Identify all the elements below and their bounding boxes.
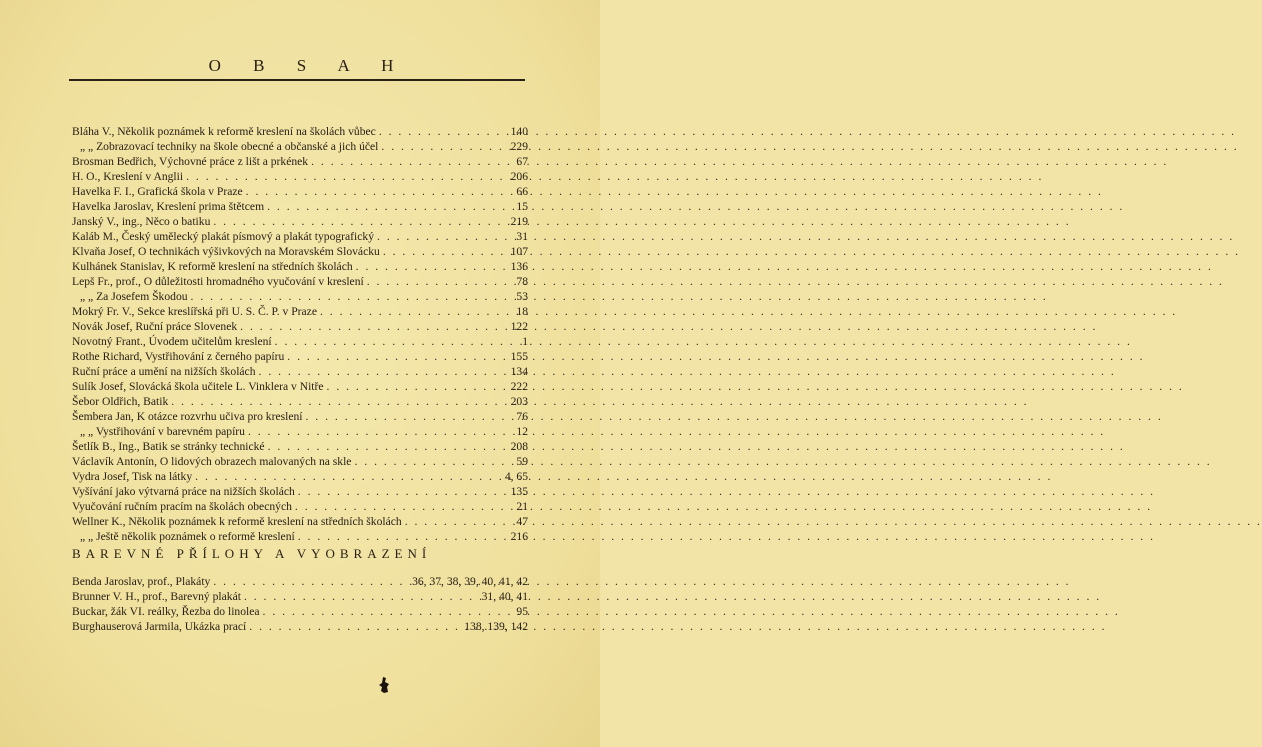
entry-title: Šembera Jan, K otázce rozvrhu učiva pro kreslení [72, 410, 303, 423]
entry-title: Ruční práce a umění na nižších školách [72, 365, 256, 378]
contents-entry [72, 454, 528, 469]
entry-title: Šetlík B., Ing., Batik se stránky technické [72, 440, 265, 453]
plates-entry [72, 589, 528, 604]
dot-leader [383, 244, 508, 259]
entry-title: Václavík Antonín, O lidových obrazech malovaných na skle [72, 455, 352, 468]
contents-entry [72, 424, 528, 439]
contents-entry [72, 274, 528, 289]
page-number: 4, 65 [504, 470, 528, 483]
dot-leader [405, 514, 514, 529]
entry-title: Vydra Josef, Tisk na látky [72, 470, 193, 483]
page-number: 18 [516, 305, 528, 318]
contents-entry [72, 289, 528, 304]
entry-title: Kaláb M., Český umělecký plakát písmový a plakát typografický [72, 230, 375, 243]
document-page [0, 0, 600, 747]
contents-entry [72, 244, 528, 259]
dot-leader [240, 319, 507, 334]
dot-leader [186, 169, 508, 184]
entry-title: Lepš Fr., prof., O důležitosti hromadného vyučování v kreslení [72, 275, 364, 288]
dot-leader [249, 619, 461, 634]
entry-title: Buckar, žák VI. reálky, Řezba do linolea [72, 605, 260, 618]
dot-leader [298, 529, 508, 544]
dot-leader [244, 589, 479, 604]
dot-leader [311, 154, 513, 169]
dot-leader [213, 574, 409, 589]
contents-entry [72, 184, 528, 199]
title-rule [69, 79, 525, 81]
page-number: 21 [516, 500, 528, 513]
entry-title: Brosman Bedřich, Výchovné práce z lišt a prkének [72, 155, 309, 168]
contents-entry [72, 319, 528, 334]
dot-leader [263, 604, 514, 619]
contents-entry [72, 229, 528, 244]
dot-leader [287, 349, 507, 364]
dot-leader [295, 499, 514, 514]
contents-entry [72, 379, 528, 394]
entry-title: Novotný Frant., Úvodem učitelům kreslení [72, 335, 272, 348]
contents-entry [72, 124, 528, 139]
contents-entry [72, 499, 528, 514]
page-number: 95 [516, 605, 528, 618]
page-number: 219 [510, 215, 528, 228]
page-number: 206 [510, 170, 528, 183]
contents-entry [72, 334, 528, 349]
entry-title: Rothe Richard, Vystřihování z černého papíru [72, 350, 285, 363]
contents-entry [72, 439, 528, 454]
entry-title: Vyučování ručním pracím na školách obecných [72, 500, 292, 513]
page-number: 76 [516, 410, 528, 423]
dot-leader [306, 409, 514, 424]
page-number: 216 [510, 530, 528, 543]
entry-title: Burghauserová Jarmila, Ukázka prací [72, 620, 247, 633]
contents-entry [72, 199, 528, 214]
page-number: 136 [510, 260, 528, 273]
contents-entry [72, 529, 528, 544]
dot-leader [195, 469, 502, 484]
page-number: 138, 139, 142 [464, 620, 528, 633]
entry-title: „ „ Zobrazovací techniky na škole obecné a občanské a jich účel [80, 140, 379, 153]
page-number: 31, 40, 41 [481, 590, 528, 603]
page-title: O B S A H [208, 56, 408, 75]
page-number: 78 [516, 275, 528, 288]
entry-title: Sulík Josef, Slovácká škola učitele L. Vinklera v Nitře [72, 380, 324, 393]
page-number: 12 [516, 425, 528, 438]
page-number: 229 [510, 140, 528, 153]
contents-entry [72, 469, 528, 484]
page-number: 15 [516, 200, 528, 213]
plates-entry [72, 619, 528, 634]
entry-title: Šebor Oldřich, Batik [72, 395, 169, 408]
page-number: 59 [516, 455, 528, 468]
ink-blot-mark [377, 676, 391, 694]
contents-entry [72, 304, 528, 319]
entry-title: H. O., Kreslení v Anglii [72, 170, 184, 183]
page-number: 107 [510, 245, 528, 258]
contents-entry [72, 394, 528, 409]
contents-entry [72, 484, 528, 499]
contents-entry [72, 349, 528, 364]
page-number: 53 [516, 290, 528, 303]
page-number: 1 [522, 335, 528, 348]
dot-leader [267, 199, 513, 214]
contents-entry [72, 154, 528, 169]
page-number: 208 [510, 440, 528, 453]
entry-title: Klvaňa Josef, O technikách výšivkových na Moravském Slovácku [72, 245, 380, 258]
contents-list [72, 124, 528, 544]
dot-leader [275, 334, 520, 349]
page-number: 47 [516, 515, 528, 528]
page-number: 122 [510, 320, 528, 333]
page-number: 67 [516, 155, 528, 168]
contents-entry [72, 259, 528, 274]
dot-leader [298, 484, 508, 499]
dot-leader [356, 259, 508, 274]
page-number: 135 [510, 485, 528, 498]
dot-leader [213, 214, 507, 229]
contents-entry [72, 214, 528, 229]
page-number: 31 [516, 230, 528, 243]
entry-title: Novák Josef, Ruční práce Slovenek [72, 320, 238, 333]
contents-entry [72, 364, 528, 379]
entry-title: „ „ Ještě několik poznámek o reformě kreslení [80, 530, 295, 543]
entry-title: Bláha V., Několik poznámek k reformě kreslení na školách vůbec [72, 125, 376, 138]
page-number: 134 [510, 365, 528, 378]
entry-title: Vyšívání jako výtvarná práce na nižších školách [72, 485, 295, 498]
dot-leader [381, 139, 507, 154]
entry-title: „ „ Vystřihování v barevném papíru [80, 425, 245, 438]
contents-entry [72, 169, 528, 184]
page-number: 203 [510, 395, 528, 408]
page-number: 36, 37, 38, 39, 40, 41, 42 [412, 575, 528, 588]
entry-title: Havelka Jaroslav, Kreslení prima štětcem [72, 200, 265, 213]
dot-leader [320, 304, 513, 319]
contents-entry [72, 409, 528, 424]
dot-leader [246, 184, 514, 199]
dot-leader [259, 364, 508, 379]
entry-title: Wellner K., Několik poznámek k reformě kreslení na středních školách [72, 515, 402, 528]
entry-title: Brunner V. H., prof., Barevný plakát [72, 590, 241, 603]
entry-title: Mokrý Fr. V., Sekce kreslířská při U. S. Č. P. v Praze [72, 305, 317, 318]
dot-leader [377, 229, 513, 244]
entry-title: Kulhánek Stanislav, K reformě kreslení na středních školách [72, 260, 353, 273]
plates-entry [72, 604, 528, 619]
dot-leader [327, 379, 508, 394]
dot-leader [191, 289, 514, 304]
entry-title: Havelka F. I., Grafická škola v Praze [72, 185, 243, 198]
contents-entry [72, 514, 528, 529]
plates-list [72, 574, 528, 634]
dot-leader [171, 394, 507, 409]
plates-heading: BAREVNÉ PŘÍLOHY A VYOBRAZENÍ [72, 546, 432, 561]
page-number: 140 [510, 125, 528, 138]
plates-entry [72, 574, 528, 589]
contents-entry [72, 139, 528, 154]
dot-leader [354, 454, 513, 469]
entry-title: Janský V., ing., Něco o batiku [72, 215, 211, 228]
page-number: 155 [510, 350, 528, 363]
dot-leader [367, 274, 514, 289]
dot-leader [268, 439, 508, 454]
entry-title: „ „ Za Josefem Škodou [80, 290, 188, 303]
dot-leader [379, 124, 508, 139]
entry-title: Benda Jaroslav, prof., Plakáty [72, 575, 211, 588]
dot-leader [248, 424, 513, 439]
page-number: 222 [510, 380, 528, 393]
page-number: 66 [516, 185, 528, 198]
